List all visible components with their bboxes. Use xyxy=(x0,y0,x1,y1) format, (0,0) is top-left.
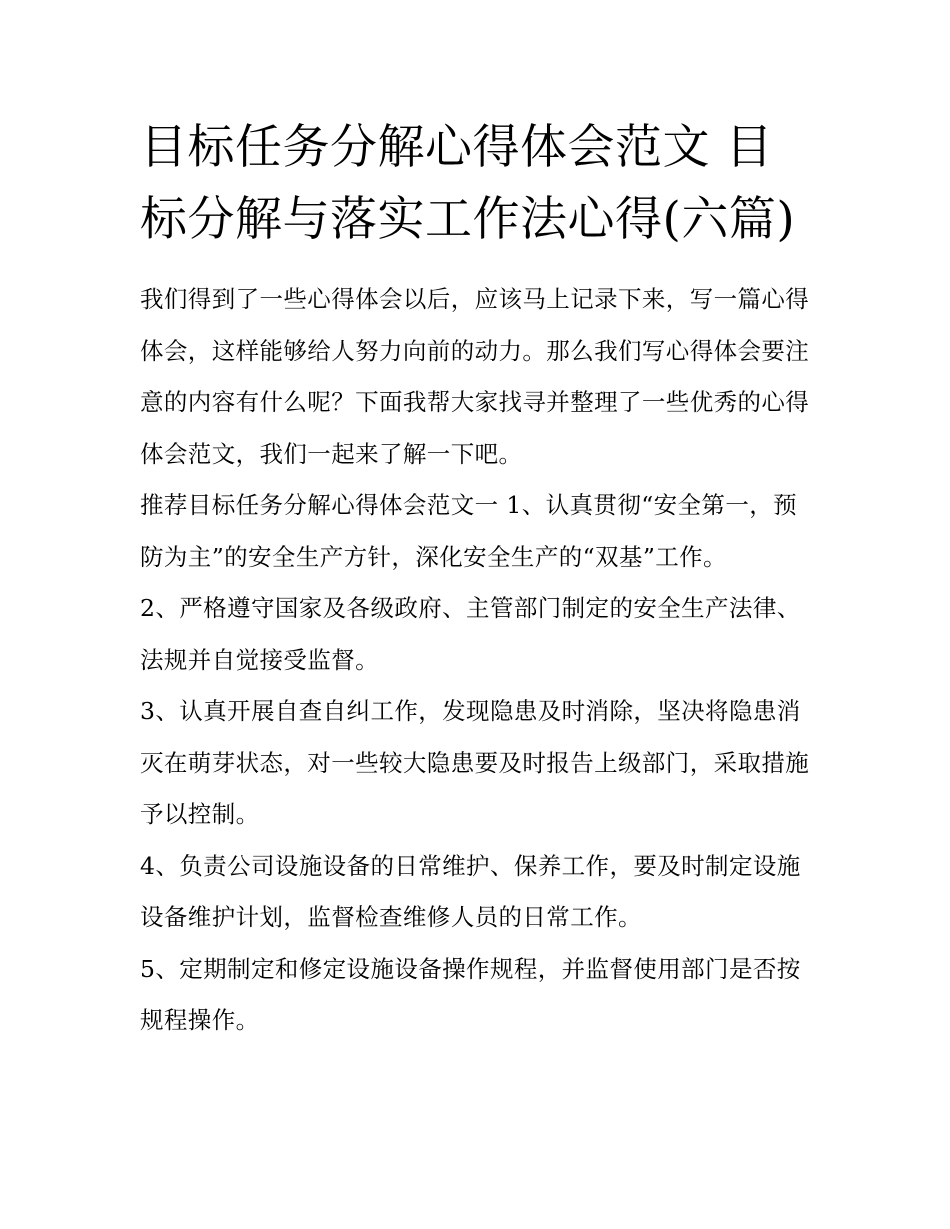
document-page xyxy=(140,112,820,1047)
paragraph-item-1: 推荐目标任务分解心得体会范文一 1、认真贯彻“安全第一，预防为主”的安全生产方针，深化安全生产的“双基”工作。 xyxy=(140,491,798,571)
paragraph-item-3: 3、认真开展自查自纠工作，发现隐患及时消除，坚决将隐患消灭在萌芽状态，对一些较大隐患要及时报告上级部门，采取措施予以控制。 xyxy=(140,697,810,828)
paragraph-item-5: 5、定期制定和修定设施设备操作规程，并监督使用部门是否按规程操作。 xyxy=(140,954,801,1034)
paragraph-item-4: 4、负责公司设施设备的日常维护、保养工作，要及时制定设施设备维护计划，监督检查维修人员的日常工作。 xyxy=(140,851,801,931)
paragraph-item-2: 2、严格遵守国家及各级政府、主管部门制定的安全生产法律、法规并自觉接受监督。 xyxy=(140,594,801,674)
intro-paragraph: 我们得到了一些心得体会以后，应该马上记录下来，写一篇心得体会，这样能够给人努力向前的动力。那么我们写心得体会要注意的内容有什么呢？下面我帮大家找寻并整理了一些优秀的心得体会范文，我们一起来了解一下吧。 xyxy=(140,285,810,468)
document-title: 目标任务分解心得体会范文 目标分解与落实工作法心得(六篇) xyxy=(140,120,796,247)
